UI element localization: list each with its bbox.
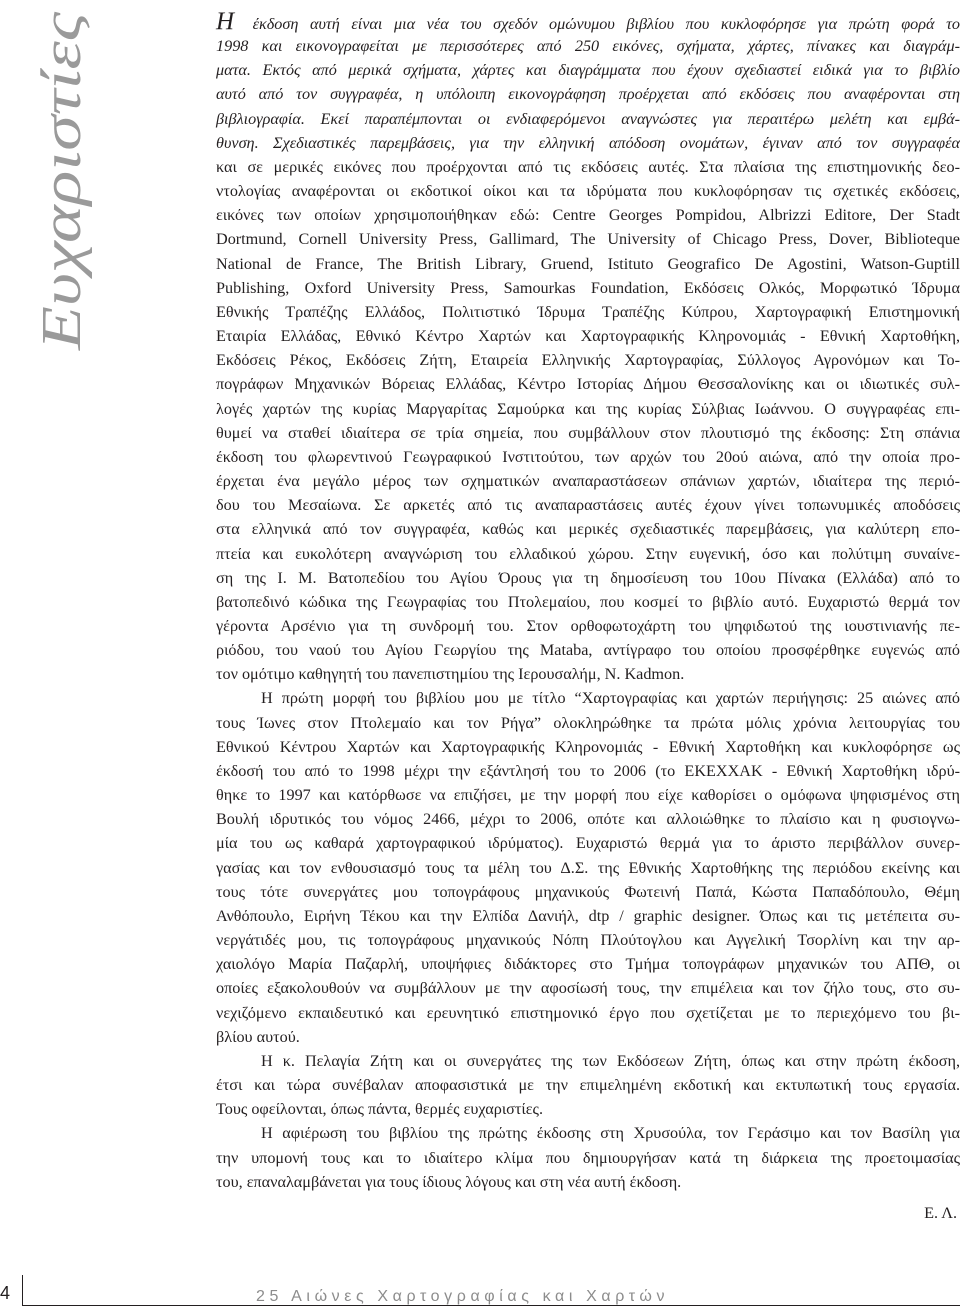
text-line [216, 904, 960, 928]
text-line [216, 493, 960, 517]
text-line-content: Η αφιέρωση του βιβλίου της πρώτης έκδοσης στη Χρυσούλα, τον Γεράσιμο και τον Βασίλη για [261, 1124, 960, 1143]
text-line-content: Βουλή ιδρυτικός του νόμος 2466, μέχρι το 2006, οπότε και αλλοιώθηκε το πλαίσιο και η φυσιογνω- [216, 810, 960, 829]
text-line [216, 348, 960, 372]
text-line [216, 856, 960, 880]
text-line-content: Εθνικής Τραπέζης Ελλάδος, Πολιτιστικό Ίδρυμα Τραπέζης Κύπρου, Χαρτογραφική Επιστημονική [216, 302, 960, 321]
text-line [216, 807, 960, 831]
text-line [216, 976, 960, 1000]
side-title [16, 0, 94, 360]
text-line [216, 58, 960, 82]
text-line-content: λογές χαρτών της κυρίας Μαργαρίτας Σαμούρκα και της κυρίας Σύλβιας Ιωάννου. Ο συγγραφέας επι- [216, 399, 960, 418]
text-line [216, 252, 960, 276]
text-line [216, 638, 960, 662]
signature: Ε. Λ. [924, 1204, 957, 1222]
text-line-content: τους Ίωνες στον Πτολεμαίο και τον Ρήγα” ολοκληρώθηκε τα πρώτα μόλις χρόνια λειτουργίας του [216, 713, 960, 732]
text-line [216, 662, 960, 686]
text-line-content: πογράφων Μηχανικών Βόρειας Ελλάδας, Κέντρο Ιστορίας Δήμου Θεσσαλονίκης και οι ιδιωτικές συλ- [216, 375, 960, 394]
text-line-content: εικόνες των οποίων χρησιμοποιήθηκαν εδώ: Centre Georges Pompidou, Albrizzi Editore, Der Stadt [216, 206, 960, 225]
text-line-content: βιβλιογραφία. Εκεί παραπέμπονται οι ενδιαφερόμενοι αναγνώστες για περαιτέρω μελέτη και εμβά- [216, 109, 960, 128]
text-line-content: Εθνικού Κέντρου Χαρτών και Χαρτογραφικής Κληρονομιάς - Εθνική Χαρτοθήκη και κυκλοφόρησε ως [216, 737, 960, 756]
text-line-content: έκδοσή του από το 1998 μέχρι την εξάντλησή του το 2006 (το ΕΚΕΧΧΑΚ - Εθνική Χαρτοθήκη ιδρύ- [216, 761, 960, 780]
text-line [216, 397, 960, 421]
text-line-content: μία του ως καθαρά χαρτογραφικού ιδρύματος). Ευχαριστώ θερμά για το άριστο περιβάλλον συνερ- [216, 834, 960, 853]
text-line [216, 880, 960, 904]
text-line [216, 34, 960, 58]
text-line-content: έκδοση αυτή είναι μια νέα του σχεδόν ομώνυμου βιβλίου που κυκλοφόρησε για πρώτη φορά το [241, 15, 960, 33]
text-line-content: ντολογίας αναφέρονται οι εκδοτικοί οίκοι και τα ιδρύματα που κυκλοφόρησαν τις σχετικές εκδόσεις, [216, 182, 960, 201]
text-line-content: έρχεται ένα μεγάλο μέρος των σχηματικών αναπαραστάσεων σπάνιων χαρτών, ιδιαίτερα της περιό- [216, 472, 960, 491]
text-line-content: νεργάτιδές μου, τις τοπογράφους μηχανικούς Νόπη Πλούτογλου και Αγγελική Τσορλίνη και την αρ- [216, 931, 960, 950]
text-line [216, 82, 960, 106]
text-line [216, 1073, 960, 1097]
drop-cap: Η [216, 8, 235, 35]
text-line [216, 1001, 960, 1025]
text-line [216, 1025, 960, 1049]
text-line-content: βλίου αυτού. [216, 1027, 300, 1046]
text-line [216, 1049, 960, 1073]
text-line-content: τον ομότιμο καθηγητή του πανεπιστημίου της Ιερουσαλήμ, N. Kadmon. [216, 665, 685, 684]
text-line [216, 203, 960, 227]
text-line [216, 590, 960, 614]
text-line [216, 107, 960, 131]
text-line-content: του, επαναλαμβάνεται για τους ίδιους λόγους και στη νέα αυτή έκδοση. [216, 1172, 682, 1191]
text-line-content: National de France, The British Library, Gruend, Istituto Geografico De Agostini, Watson-Guptill [216, 254, 960, 273]
text-line [216, 517, 960, 541]
text-line-content: χαιολόγο Μαρία Παζαρλή, υποψήφιες διδάκτορες στο Τμήμα τοπογράφων μηχανικών του ΑΠΘ, οι [216, 955, 960, 974]
text-line-content: Publishing, Oxford University Press, Samourkas Foundation, Εκδόσεις Ολκός, Μορφωτικό Ίδρυμα [216, 278, 960, 297]
text-line-content: Εκδόσεις Ρέκος, Εκδόσεις Ζήτη, Εταιρεία Ελληνικής Χαρτογραφίας, Σύλλογος Αγρονόμων και Το- [216, 351, 960, 370]
text-line-content: Η πρώτη μορφή του βιβλίου μου με τίτλο “Χαρτογραφίας και χαρτών περιήγησις: 25 αιώνες από [261, 689, 960, 708]
text-line [216, 928, 960, 952]
text-line-content: Dortmund, Cornell University Press, Gallimard, The University of Chicago Press, Dover, Biblioteque [216, 230, 960, 249]
text-line-content: έκδοση του φλωρεντινού Γεωγραφικού Ινστιτούτου, των αρχών του 20ού αιώνα, από την οποία προ- [216, 447, 960, 466]
text-line [216, 276, 960, 300]
text-line-content: Τους οφείλονται, όπως πάντα, θερμές ευχαριστίες. [216, 1100, 544, 1119]
text-line [216, 300, 960, 324]
text-line [216, 445, 960, 469]
text-line [216, 421, 960, 445]
text-line [216, 10, 960, 34]
text-line-content: θηκε το 1997 και κατόρθωσε να επιζήσει, με την μορφή που είχε καθορίσει ο ομόφωνα ψηφισμένος στη [216, 786, 960, 805]
text-line [216, 735, 960, 759]
text-line-content: Εταιρία Ελλάδας, Εθνικό Κέντρο Χαρτών και Χαρτογραφικής Κληρονομιάς - Εθνική Χαρτοθήκη, [216, 327, 960, 346]
text-line [216, 952, 960, 976]
text-line-content: πτεία και ευκολότερη αναγνώριση του ελλαδικού χώρου. Στην ευγενική, όσο και πολύτιμη συναίνε- [216, 544, 960, 563]
text-line-content: 1998 και εικονογραφείται με περισσότερες από 250 εικόνες, σχήματα, χάρτες, πίνακες και διαγράμ- [216, 37, 960, 56]
text-line-content: Η κ. Πελαγία Ζήτη και οι συνεργάτες της των Εκδόσεων Ζήτη, όπως και στην πρώτη έκδοση, [261, 1051, 960, 1070]
text-line-content: ριόδου, του ναού του Αγίου Γεωργίου της Mataba, αντίγραφο του οποίου προσφέρθηκε ευγενώς από [216, 641, 960, 660]
side-title-text: Ευχαριστίες [31, 86, 93, 350]
text-line [216, 1097, 960, 1121]
text-line [216, 1170, 960, 1194]
footer-tick [22, 1275, 23, 1305]
text-line [216, 1146, 960, 1170]
text-line-content: νεχιζόμενο εκπαιδευτικό και ερευνητικό επιστημονικό έργο που σχετίζεται με το περιεχόμενο του βι- [216, 1003, 960, 1022]
text-line-content: οποίες εξακολουθούν να συμβάλλουν με την αφοσίωσή τους, την επιμέλεια και τον ζήλο τους, στο συ- [216, 979, 960, 998]
text-line-content: δου του Μεσαίωνα. Σε αρκετές από τις αναπαραστάσεις αυτές έχουν γίνει τοπωνυμικές αποδόσεις [216, 496, 960, 515]
text-line-content: θυμεί να σταθεί ιδιαίτερα σε τρία σημεία, που συμβάλλουν στον πλουτισμό της έκδοσης: Στη σπάνια [216, 423, 960, 442]
running-title: 25 Αιώνες Χαρτογραφίας και Χαρτών [256, 1288, 670, 1305]
text-line [216, 783, 960, 807]
text-line-content: την υπομονή τους και το ιδιαίτερο κλίμα που δημιουργήσαν κατά τη διάρκεια της προετοιμασίας [216, 1148, 960, 1167]
text-line [216, 155, 960, 179]
text-line-content: Ανθόπουλο, Ειρήνη Τέκου και την Ελπίδα Δανιήλ, dtp / graphic designer. Όπως και τις μετέπειτα συ- [216, 906, 960, 925]
text-line [216, 131, 960, 155]
text-line [216, 831, 960, 855]
text-line [216, 469, 960, 493]
text-line-content: και σε μερικές εικόνες που προέρχονται από τις εκδόσεις αυτές. Στα πλαίσια της επιστημονικής δεο- [216, 157, 960, 176]
text-line-content: θυνση. Σχεδιαστικές παρεμβάσεις, για την ελληνική απόδοση ονομάτων, έγιναν από τον συγγραφέα [216, 133, 960, 152]
text-line [216, 686, 960, 710]
text-line [216, 1121, 960, 1145]
text-line [216, 759, 960, 783]
text-line-content: τους τότε συνεργάτες μου τοπογράφους μηχανικούς Φωτεινή Παπά, Κώστα Παπαδόπουλο, Θέμη [216, 882, 960, 901]
text-line [216, 711, 960, 735]
text-line [216, 227, 960, 251]
text-line-content: ματα. Εκτός από μερικά σχήματα, χάρτες και διαγράμματα που έχουν σχεδιαστεί ειδικά για το βιβλίο [216, 61, 960, 80]
text-line-content: έτσι και τώρα συνέβαλαν αποφασιστικά με την επιμελημένη εκδοτική και εκτυπωτική τους εργασία. [216, 1076, 960, 1095]
text-line-content: στα ελληνικά από τον συγγραφέα, καθώς και μερικές σχεδιαστικές παρεμβάσεις, για καλύτερη επο- [216, 520, 960, 539]
text-line [216, 614, 960, 638]
text-line-content: ση της Ι. Μ. Βατοπεδίου του Αγίου Όρους για τη δημοσίευση του 10ου Πίνακα (Ελλάδα) από το [216, 568, 960, 587]
text-line [216, 179, 960, 203]
text-line [216, 566, 960, 590]
text-line-content: γέροντα Αρσένιο για τη συνδρομή του. Στον ορθοφωτοχάρτη του ψηφιδωτού της ιουστινιανής πε- [216, 617, 960, 635]
page-number: 4 [0, 1283, 11, 1303]
text-line-content: γασίας και τον ενθουσιασμό τους τα μέλη του Δ.Σ. της Εθνικής Χαρτοθήκης της περιόδου εκείνης και [216, 858, 960, 877]
text-line [216, 372, 960, 396]
text-line-content: αυτό από τον συγγραφέα, η υπόλοιπη εικονογράφηση προέρχεται από εκδόσεις που αναφέρονται στη [216, 85, 960, 104]
text-line [216, 324, 960, 348]
text-line [216, 542, 960, 566]
text-line-content: βατοπεδινό κώδικα της Γεωγραφίας του Πτολεμαίου, που κοσμεί το βιβλίο αυτό. Ευχαριστώ θερμά τον [216, 592, 960, 611]
